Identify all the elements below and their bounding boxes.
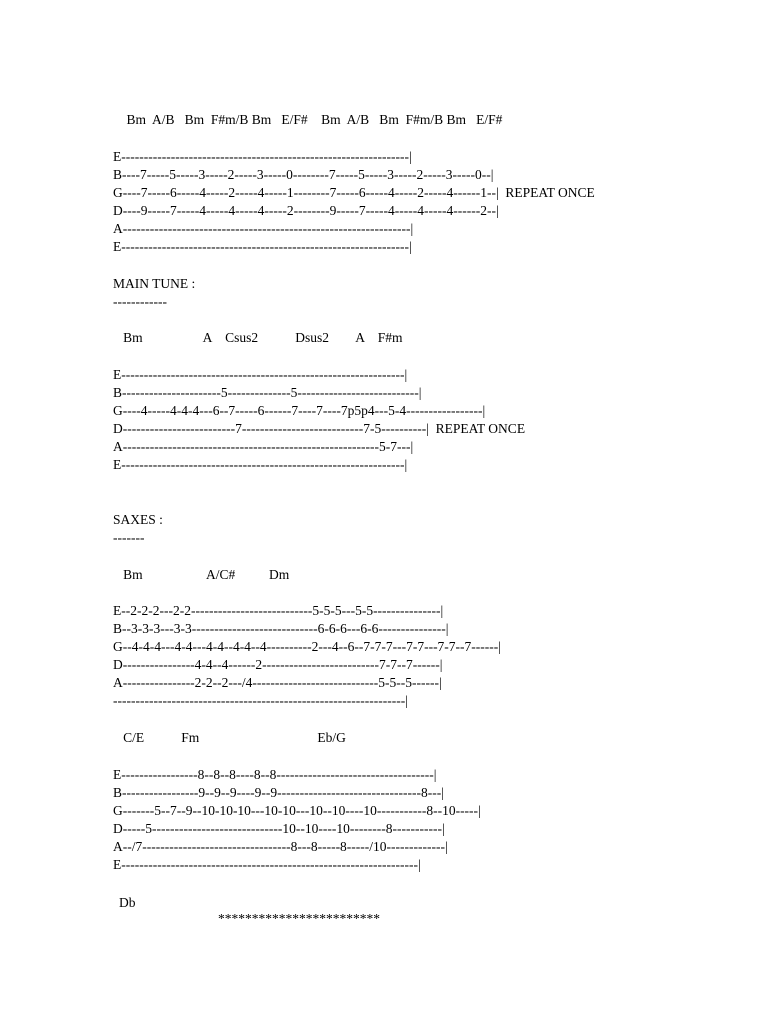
chord-line: Bm A/C# Dm bbox=[113, 567, 290, 582]
tab-line: A----------------2-2--2---/4----------------------------5-5--5------| bbox=[113, 675, 442, 690]
section-heading: SAXES : bbox=[113, 512, 163, 527]
tab-line: E--2-2-2---2-2---------------------------5-5-5---5-5---------------| bbox=[113, 603, 444, 618]
tab-line: E---------------------------------------------------------------| bbox=[113, 457, 408, 472]
tab-line: D-----5-----------------------------10--10----10--------8-----------| bbox=[113, 821, 445, 836]
tab-line: B--3-3-3---3-3----------------------------6-6-6---6-6---------------| bbox=[113, 621, 449, 636]
tab-line: D----------------4-4--4------2--------------------------7-7--7------| bbox=[113, 657, 443, 672]
tab-line: E----------------------------------------------------------------| bbox=[113, 239, 412, 254]
tab-line: B-----------------9--9--9----9--9--------------------------------8---| bbox=[113, 785, 444, 800]
section-heading-underline: ------- bbox=[113, 530, 145, 545]
tab-line: A--/7---------------------------------8---8-----8-----/10-------------| bbox=[113, 839, 448, 854]
tab-line: E---------------------------------------------------------------| bbox=[113, 367, 408, 382]
tab-line: G----4-----4-4-4---6--7-----6------7----7----7p5p4---5-4-----------------| bbox=[113, 403, 486, 418]
chord-line: Db bbox=[119, 895, 136, 910]
end-marker: ************************ bbox=[218, 911, 380, 926]
tab-line: B----------------------5--------------5---------------------------| bbox=[113, 385, 422, 400]
tab-line: G----7-----6-----4-----2-----4-----1--------7-----6-----4-----2-----4------1--| REPEAT ONCE bbox=[113, 185, 595, 200]
tab-line: A---------------------------------------------------------5-7---| bbox=[113, 439, 414, 454]
tab-line: E------------------------------------------------------------------| bbox=[113, 857, 421, 872]
tab-line: G-------5--7--9--10-10-10---10-10---10--10----10-----------8--10-----| bbox=[113, 803, 481, 818]
section-heading: MAIN TUNE : bbox=[113, 276, 196, 291]
tab-line: D----9-----7-----4-----4-----4-----2--------9-----7-----4-----4-----4------2--| bbox=[113, 203, 499, 218]
tab-line: B----7-----5-----3-----2-----3-----0--------7-----5-----3-----2-----3-----0--| bbox=[113, 167, 494, 182]
tab-line: D-------------------------7---------------------------7-5----------| REPEAT ONCE bbox=[113, 421, 526, 436]
tab-line: G--4-4-4---4-4---4-4--4-4--4----------2---4--6--7-7-7---7-7---7-7--7------| bbox=[113, 639, 501, 654]
tab-line: -----------------------------------------------------------------| bbox=[113, 693, 408, 708]
chord-line: C/E Fm Eb/G bbox=[113, 730, 346, 745]
chord-line: Bm A/B Bm F#m/B Bm E/F# Bm A/B Bm F#m/B Bm E/F# bbox=[113, 112, 503, 127]
tab-line: E----------------------------------------------------------------| bbox=[113, 149, 412, 164]
section-heading-underline: ------------ bbox=[113, 294, 167, 309]
tab-line: E-----------------8--8--8----8--8-----------------------------------| bbox=[113, 767, 437, 782]
tab-line: A----------------------------------------------------------------| bbox=[113, 221, 414, 236]
chord-line: Bm A Csus2 Dsus2 A F#m bbox=[113, 330, 403, 345]
